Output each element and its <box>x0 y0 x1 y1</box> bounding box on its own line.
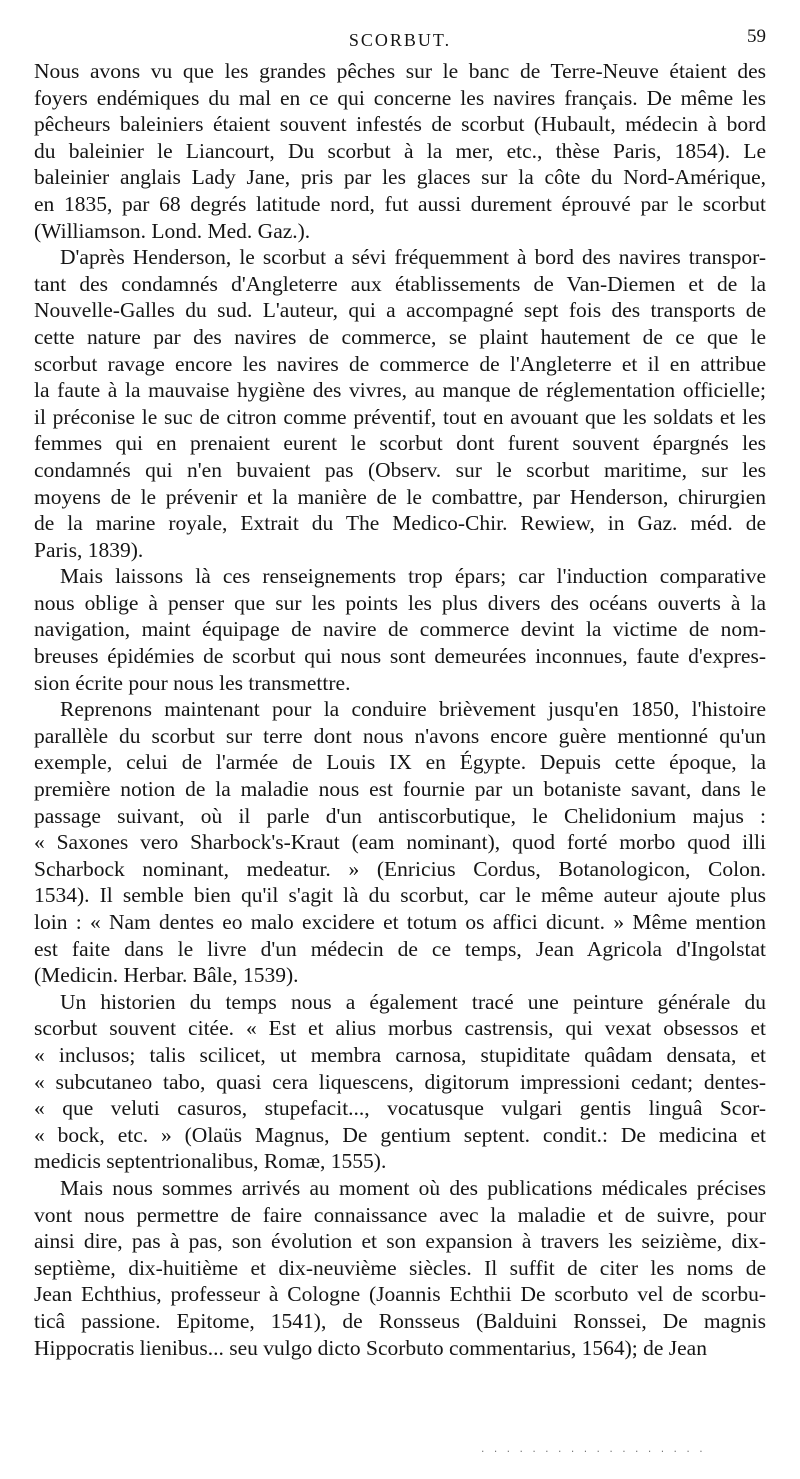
text-line: parallèle du scorbut sur terre dont nous n'avons encore guère mentionné qu'un <box>34 723 766 748</box>
text-line: Jean Echthius, professeur à Cologne (Joannis Echthii De scorbuto vel de scorbu- <box>34 1282 766 1307</box>
text-line: septième, dix-huitième et dix-neuvième siècles. Il suffit de citer les noms de <box>34 1255 766 1280</box>
text-line: loin : « Nam dentes eo malo excidere et totum os affici dicunt. » Même mention <box>34 910 766 934</box>
text-line: « que veluti casuros, stupefacit..., vocatusque vulgari gentis linguâ Scor- <box>34 1096 766 1121</box>
text-line: scorbut ravage encore les navires de commerce de l'Angleterre et il en attribue <box>34 351 766 376</box>
text-line: navigation, maint équipage de navire de commerce devint la victime de nom- <box>34 617 766 642</box>
text-line: baleinier anglais Lady Jane, pris par les glaces sur la côte du Nord-Amérique, <box>34 165 766 190</box>
text-line: pêcheurs baleiniers étaient souvent infestés de scorbut (Hubault, médecin à bord <box>34 112 766 137</box>
paragraph <box>34 989 766 1175</box>
text-line: tant des condamnés d'Angleterre aux établissements de Van-Diemen et de la <box>34 271 766 296</box>
text-line: passage suivant, où il parle d'un antiscorbutique, le Chelidonium majus : <box>34 803 766 828</box>
text-line: ticâ passione. Epitome, 1541), de Ronsseus (Balduini Ronssei, De magnis <box>34 1308 766 1333</box>
text-line: « inclusos; talis scilicet, ut membra carnosa, stupiditate quâdam densata, et <box>34 1042 766 1067</box>
text-line: medicis septentrionalibus, Romæ, 1555). <box>34 1149 387 1174</box>
text-line: Un historien du temps nous a également tracé une peinture générale du <box>60 989 766 1014</box>
text-line: Reprenons maintenant pour la conduire brièvement jusqu'en 1850, l'histoire <box>60 697 766 722</box>
text-line: en 1835, par 68 degrés latitude nord, fut aussi durement éprouvé par le scorbut <box>34 191 766 216</box>
text-line: nous oblige à penser que sur les points les plus divers des océans ouverts à la <box>34 590 766 615</box>
text-line: Paris, 1839). <box>34 537 144 562</box>
book-page <box>34 22 766 1361</box>
text-line: « bock, etc. » (Olaüs Magnus, De gentium septent. condit.: De medicina et <box>34 1122 766 1147</box>
text-line: condamnés qui n'en buvaient pas (Observ. sur le scorbut maritime, sur les <box>34 457 766 482</box>
text-line: Nouvelle-Galles du sud. L'auteur, qui a accompagné sept fois des transports de <box>34 298 766 323</box>
paragraph <box>34 58 766 244</box>
text-line: sion écrite pour nous les transmettre. <box>34 670 351 695</box>
paragraph <box>34 244 766 563</box>
text-line: Mais nous sommes arrivés au moment où des publications médicales précises <box>60 1175 766 1200</box>
text-line: est faite dans le livre d'un médecin de ce temps, Jean Agricola d'Ingolstat <box>34 936 766 961</box>
text-line: ainsi dire, pas à pas, son évolution et son expansion à travers les seizième, dix- <box>34 1229 766 1254</box>
page-number: 59 <box>747 26 766 47</box>
text-line: de la marine royale, Extrait du The Medico-Chir. Rewiew, in Gaz. méd. de <box>34 511 766 536</box>
text-line: Scharbock nominant, medeatur. » (Enricius Cordus, Botanologicon, Colon. <box>34 856 766 881</box>
text-line: 1534). Il semble bien qu'il s'agit là du scorbut, car le même auteur ajoute plus <box>34 883 766 908</box>
paragraph <box>34 563 766 696</box>
text-line: il préconise le suc de citron comme préventif, tout en avouant que les soldats et les <box>34 404 766 429</box>
text-line: femmes qui en prenaient eurent le scorbut dont furent souvent épargnés les <box>34 431 766 456</box>
text-line: foyers endémiques du mal en ce qui concerne les navires français. De même les <box>34 85 766 110</box>
text-line: breuses épidémies de scorbut qui nous sont demeurées inconnues, faute d'expres- <box>34 644 766 669</box>
body-text <box>34 58 766 1361</box>
text-line: Mais laissons là ces renseignements trop épars; car l'induction comparative <box>60 564 766 589</box>
text-line: du baleinier le Liancourt, Du scorbut à la mer, etc., thèse Paris, 1854). Le <box>34 138 766 163</box>
paragraph <box>34 696 766 989</box>
footer-marks: . . . . . . . . . . . . . . . . . . <box>480 1445 705 1455</box>
text-line: la faute à la mauvaise hygiène des vivres, au manque de réglementation officielle; <box>34 378 766 403</box>
paragraph <box>34 1175 766 1361</box>
page-header <box>34 22 766 58</box>
text-line: D'après Henderson, le scorbut a sévi fréquemment à bord des navires transpor- <box>60 245 766 270</box>
text-line: « subcutaneo tabo, quasi cera liquescens, digitorum impressioni cedant; dentes- <box>34 1069 766 1094</box>
text-line: vont nous permettre de faire connaissance avec la maladie et de suivre, pour <box>34 1202 766 1227</box>
text-line: première notion de la maladie nous est fournie par un botaniste savant, dans le <box>34 777 766 802</box>
text-line: Nous avons vu que les grandes pêches sur le banc de Terre-Neuve étaient des <box>34 59 766 83</box>
running-title: SCORBUT. <box>348 30 452 50</box>
text-line: cette nature par des navires de commerce, se plaint hautement de ce que le <box>34 324 766 349</box>
text-line: moyens de le prévenir et la manière de le combattre, par Henderson, chirurgien <box>34 484 766 509</box>
text-line: Hippocratis lienibus... seu vulgo dicto Scorbuto commentarius, 1564); de Jean <box>34 1335 707 1360</box>
text-line: (Williamson. Lond. Med. Gaz.). <box>34 218 311 243</box>
text-line: exemple, celui de l'armée de Louis IX en Égypte. Depuis cette époque, la <box>34 750 766 775</box>
text-line: scorbut souvent citée. « Est et alius morbus castrensis, qui vexat obsessos et <box>34 1016 766 1041</box>
text-line: « Saxones vero Sharbock's-Kraut (eam nominant), quod forté morbo quod illi <box>34 830 766 855</box>
text-line: (Medicin. Herbar. Bâle, 1539). <box>34 963 299 988</box>
